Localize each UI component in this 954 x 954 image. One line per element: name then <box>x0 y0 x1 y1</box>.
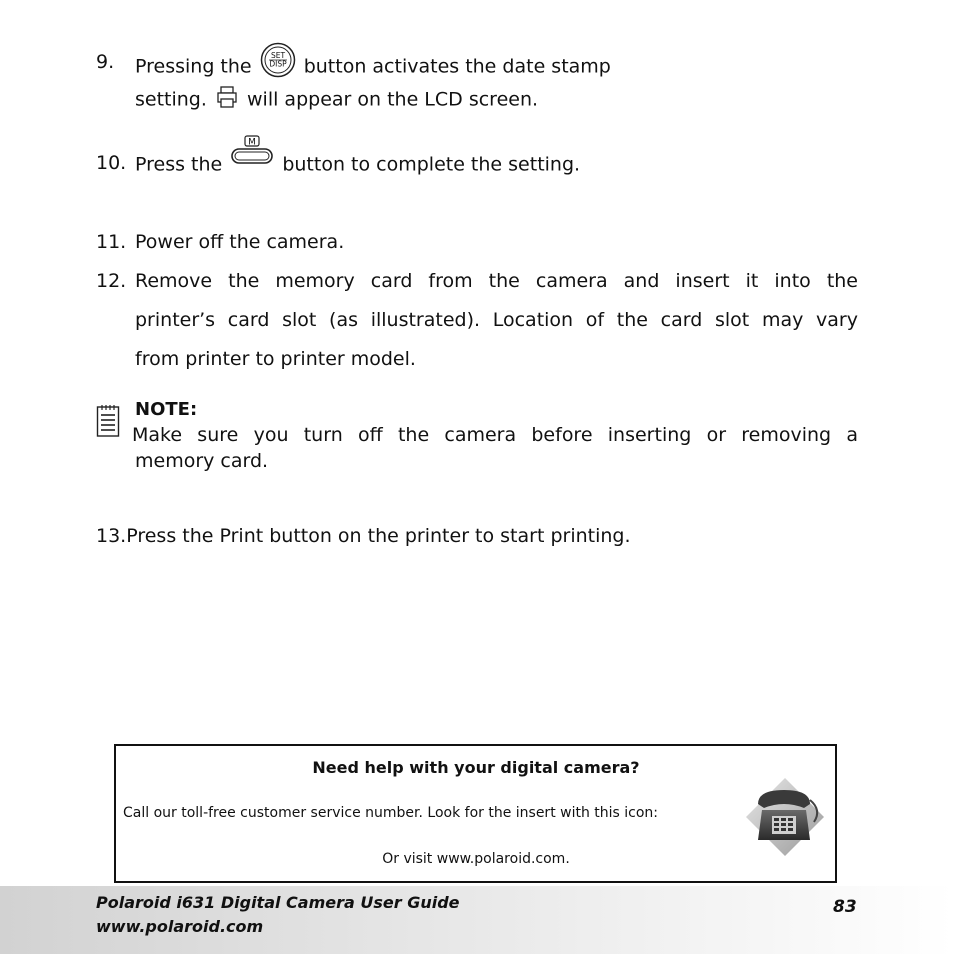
svg-text:DISP: DISP <box>269 59 287 69</box>
note-title: NOTE: <box>135 399 198 420</box>
step-12-line-3: from printer to printer model. <box>135 348 416 370</box>
note-text-line-1: Make sure you turn off the camera before inserting or removing a <box>132 424 858 446</box>
step-number-10: 10. <box>96 152 127 174</box>
step-9-text-line2-before: setting. <box>135 88 207 111</box>
step-12-line-2: printer’s card slot (as illustrated). Location of the card slot may vary <box>135 309 858 331</box>
help-title: Need help with your digital camera? <box>312 758 640 777</box>
set-disp-button-icon <box>260 50 296 84</box>
help-box <box>114 744 837 883</box>
step-9-line-1 <box>135 50 611 84</box>
footer-title: Polaroid i631 Digital Camera User Guide <box>96 893 460 912</box>
step-9-text-line2-after: will appear on the LCD screen. <box>247 88 539 111</box>
telephone-icon <box>744 776 826 858</box>
step-number-12: 12. <box>96 270 127 292</box>
svg-text:M: M <box>248 137 257 148</box>
step-10-text-after: button to complete the setting. <box>282 153 581 176</box>
print-date-icon <box>216 85 238 115</box>
step-9-text-before: Pressing the <box>135 55 252 78</box>
step-number-9: 9. <box>96 51 115 73</box>
page-number: 83 <box>833 897 857 917</box>
step-10-line <box>135 137 581 179</box>
menu-button-icon <box>230 137 274 179</box>
page-footer <box>0 886 954 954</box>
step-12-line-1: Remove the memory card from the camera and insert it into the <box>135 270 858 292</box>
step-10-text-before: Press the <box>135 153 223 176</box>
step-9-line-2 <box>135 85 538 115</box>
step-11-text: Power off the camera. <box>135 231 345 253</box>
notepad-icon <box>96 404 120 438</box>
help-text: Call our toll-free customer service number. Look for the insert with this icon: <box>123 805 659 821</box>
note-text-line-2: memory card. <box>135 450 269 472</box>
svg-text:SET: SET <box>270 51 285 60</box>
step-9-text-after: button activates the date stamp <box>303 55 611 78</box>
footer-url: www.polaroid.com <box>96 917 264 936</box>
step-13-text: 13.Press the Print button on the printer to start printing. <box>96 525 631 547</box>
step-number-11: 11. <box>96 231 127 253</box>
help-visit-text: Or visit www.polaroid.com. <box>382 851 570 867</box>
